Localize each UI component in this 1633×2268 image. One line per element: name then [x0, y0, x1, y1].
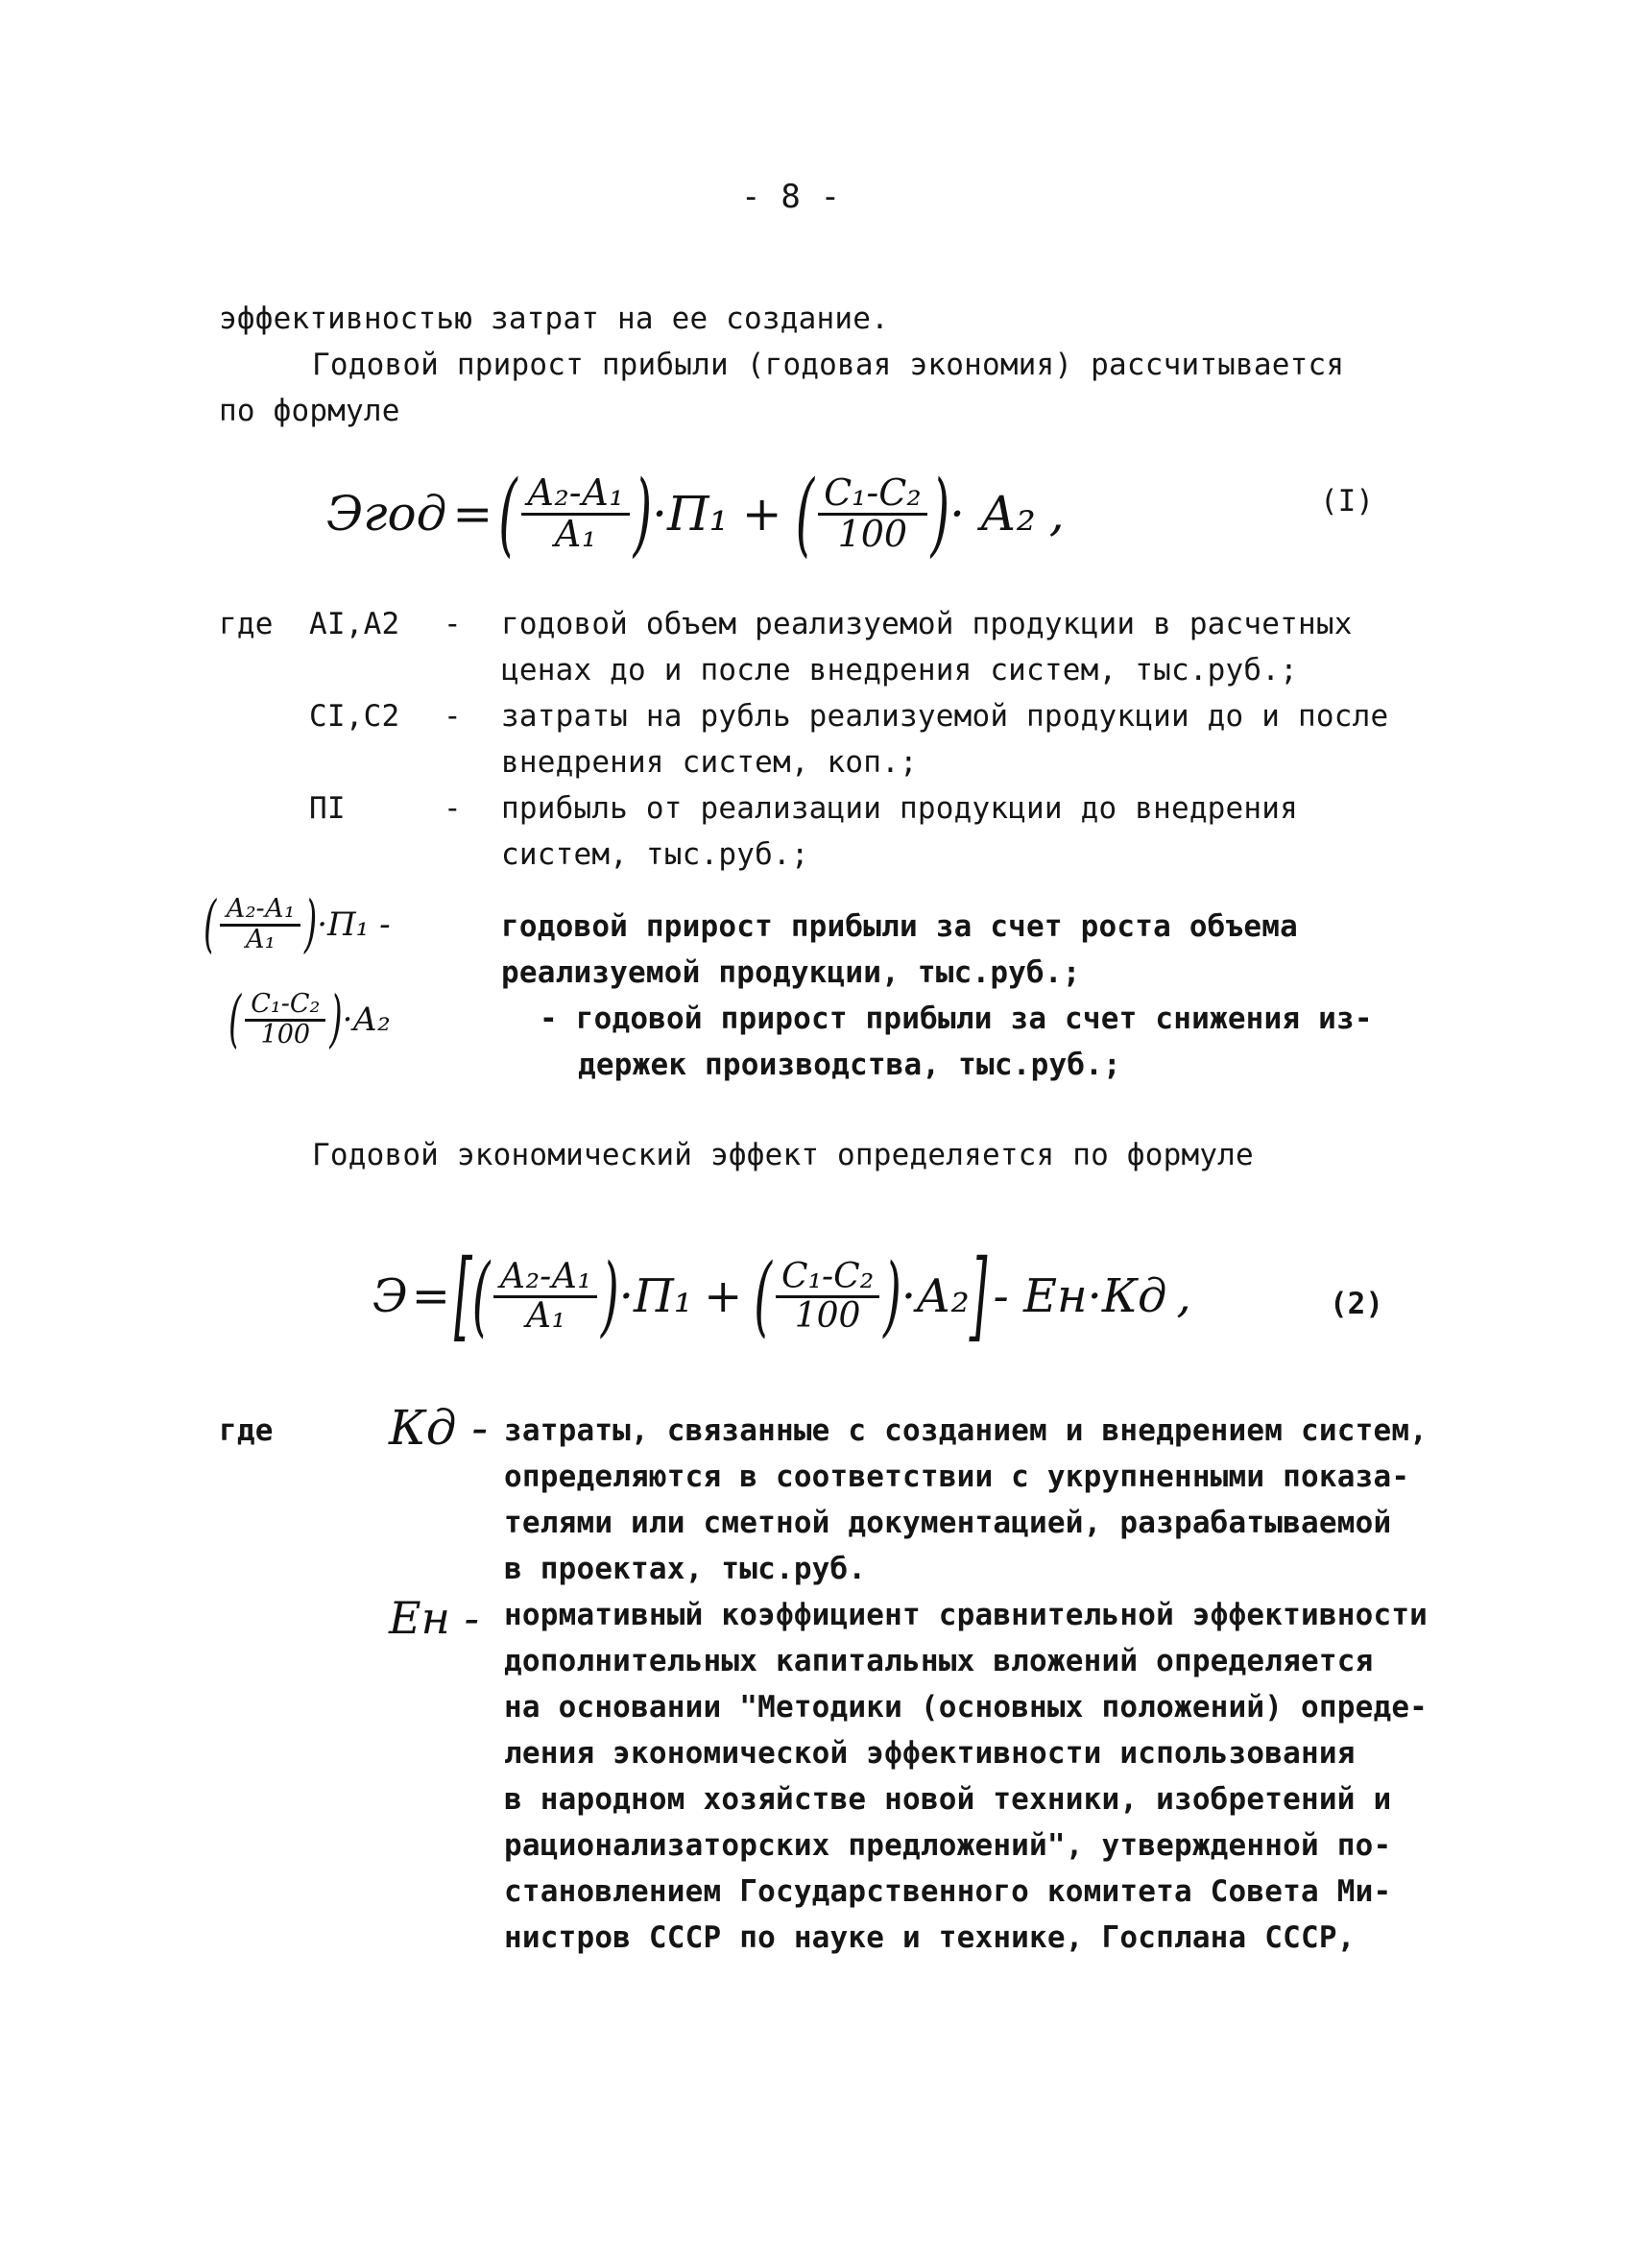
- def-kd-line-1: затраты, связанные с созданием и внедрением систем,: [504, 1413, 1429, 1448]
- formula-2-lparen-b: (: [754, 1244, 773, 1348]
- formula-1-fraction-b-numerator: C₁-C₂: [818, 474, 926, 516]
- formula-1-lparen-b: (: [795, 460, 815, 567]
- def-a-dash: -: [444, 607, 462, 641]
- def-en-line-1: нормативный коэффициент сравнительной эффективности: [504, 1598, 1429, 1632]
- formula-1-rparen-b: ): [930, 460, 950, 567]
- def-cost-reduction-rparen: ): [329, 983, 343, 1056]
- formula-2-minus-tail: - Ен·Кд: [993, 1269, 1167, 1323]
- def-c-line-2: внедрения систем, коп.;: [501, 745, 918, 780]
- def-c-line-1: затраты на рубль реализуемой продукции до и после: [501, 699, 1389, 734]
- def-volume-growth-numerator: А₂-А₁: [220, 896, 300, 926]
- intro-line-1: эффективностью затрат на ее создание.: [219, 302, 889, 336]
- def-volume-growth-lparen: (: [204, 888, 217, 961]
- page-number: - 8 -: [741, 178, 841, 216]
- def-cost-reduction-fraction: [245, 991, 325, 1049]
- formula-2-fraction-b: [776, 1256, 879, 1336]
- formula-1-fraction-a-numerator: А₂-А₁: [521, 474, 630, 516]
- formula-1-fraction-b-denominator: 100: [837, 512, 908, 555]
- def-en-line-5: в народном хозяйстве новой техники, изобретений и: [504, 1782, 1392, 1817]
- formula-2: [372, 1239, 1191, 1354]
- def-en-line-7: становлением Государственного комитета Совета Ми-: [504, 1874, 1392, 1909]
- def-c-symbol: СI,С2: [309, 699, 400, 734]
- def-volume-growth-line-1: годовой прирост прибыли за счет роста объема: [501, 909, 1298, 944]
- def-volume-growth-denominator: А₁: [245, 924, 276, 954]
- def-kd-line-4: в проектах, тыс.руб.: [504, 1552, 867, 1586]
- def-cost-reduction-symbol: [228, 972, 391, 1068]
- formula-1-rparen-a: ): [633, 460, 653, 567]
- def-kd-symbol: Кд -: [389, 1400, 489, 1456]
- def-kd-line-3: телями или сметной документацией, разрабатываемой: [504, 1506, 1392, 1540]
- def-en-line-2: дополнительных капитальных вложений определяется: [504, 1644, 1374, 1678]
- def-volume-growth-tail: ·П₁ -: [317, 905, 391, 944]
- formula-2-plus: +: [704, 1269, 743, 1323]
- def-c-dash: -: [444, 699, 462, 734]
- formula-2-fraction-b-numerator: C₁-C₂: [776, 1259, 879, 1298]
- def-cost-reduction-denominator: 100: [260, 1019, 311, 1050]
- formula-1: [326, 456, 1065, 571]
- formula-1-label: (I): [1320, 484, 1374, 519]
- formula-2-rbracket: ]: [969, 1240, 988, 1353]
- intro-line-3: по формуле: [219, 394, 400, 428]
- def-kd-line-2: определяются в соответствии с укрупненными показа-: [504, 1460, 1410, 1494]
- def-p-dash: -: [444, 791, 462, 826]
- def-a-line-1: годовой объем реализуемой продукции в расчетных: [501, 607, 1353, 641]
- formula-2-lparen-a: (: [471, 1244, 491, 1348]
- def-en-line-8: нистров СССР по науке и технике, Госплана СССР,: [504, 1920, 1356, 1955]
- formula-1-eq: =: [452, 486, 493, 542]
- def-a-symbol: АI,А2: [309, 607, 400, 641]
- def-cost-reduction-line-2: держек производства, тыс.руб.;: [578, 1048, 1121, 1082]
- defs-1-where: где: [219, 607, 274, 641]
- def-p-line-2: систем, тыс.руб.;: [501, 837, 809, 872]
- formula-2-lbracket: [: [453, 1240, 472, 1353]
- formula-1-plus: +: [741, 486, 782, 542]
- paragraph-2: Годовой экономический эффект определяется по формуле: [312, 1138, 1254, 1172]
- def-en-symbol: Ен -: [389, 1592, 480, 1644]
- def-a-line-2: ценах до и после внедрения систем, тыс.руб.;: [501, 653, 1298, 688]
- formula-1-lparen-a: (: [498, 460, 517, 567]
- formula-1-fraction-a: [521, 470, 630, 555]
- formula-2-fraction-b-denominator: 100: [794, 1295, 861, 1336]
- formula-2-fraction-a: [493, 1256, 597, 1336]
- formula-1-fraction-b: [818, 470, 926, 555]
- intro-line-2: Годовой прирост прибыли (годовая экономия) рассчитывается: [312, 348, 1345, 382]
- def-volume-growth-line-2: реализуемой продукции, тыс.руб.;: [501, 955, 1081, 990]
- formula-1-lhs: Эгод: [326, 486, 447, 542]
- formula-2-mul-1: ·П₁: [618, 1269, 693, 1323]
- def-p-line-1: прибыль от реализации продукции до внедрения: [501, 791, 1298, 826]
- def-en-line-3: на основании "Методики (основных положений) опреде-: [504, 1690, 1429, 1725]
- formula-2-fraction-a-denominator: А₁: [525, 1295, 566, 1336]
- def-cost-reduction-numerator: C₁-C₂: [245, 991, 325, 1021]
- formula-2-lhs: Э: [372, 1269, 408, 1323]
- def-p-symbol: ПI: [309, 791, 346, 826]
- formula-1-comma: ,: [1048, 486, 1065, 542]
- def-en-line-6: рационализаторских предложений", утвержденной по-: [504, 1828, 1392, 1863]
- formula-1-mul-1: ·П₁: [652, 486, 729, 542]
- formula-2-comma: ,: [1176, 1269, 1191, 1323]
- def-volume-growth-fraction: [220, 896, 300, 953]
- formula-1-mul-2: · А₂: [949, 486, 1036, 542]
- def-cost-reduction-tail: ·А₂: [342, 1001, 391, 1039]
- def-en-line-4: ления экономической эффективности использования: [504, 1736, 1356, 1771]
- def-cost-reduction-line-1: - годовой прирост прибыли за счет снижения из-: [540, 1001, 1373, 1036]
- formula-2-eq: =: [411, 1269, 450, 1323]
- formula-2-rparen-b: ): [883, 1244, 901, 1348]
- def-volume-growth-symbol: [204, 881, 391, 968]
- formula-2-rparen-a: ): [600, 1244, 619, 1348]
- def-cost-reduction-lparen: (: [228, 983, 242, 1056]
- def-volume-growth-rparen: ): [303, 888, 318, 961]
- defs-2-where: где: [219, 1413, 274, 1448]
- formula-2-mul-2: ·А₂: [901, 1269, 970, 1323]
- formula-2-label: (2): [1330, 1287, 1383, 1321]
- formula-1-fraction-a-denominator: А₁: [554, 512, 597, 555]
- formula-2-fraction-a-numerator: А₂-А₁: [493, 1259, 597, 1298]
